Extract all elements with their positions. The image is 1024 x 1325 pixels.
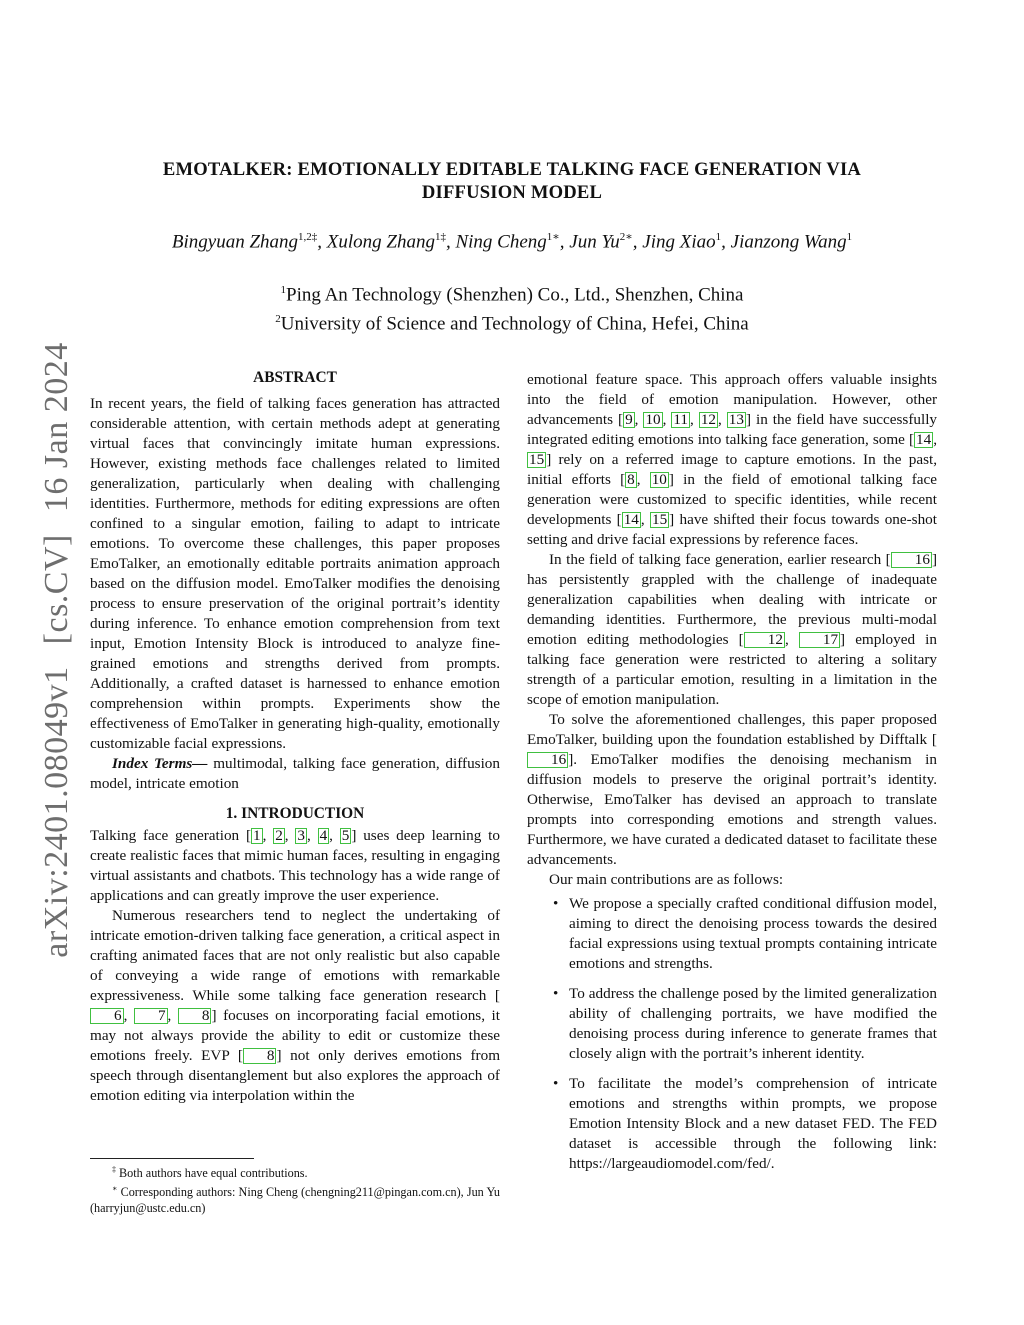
text-run: In the field of talking face generation, earlier research [ [549, 551, 891, 568]
citation-link[interactable]: 2 [275, 827, 283, 844]
citation-link[interactable]: 6 [90, 1008, 124, 1024]
contributions-intro: Our main contributions are as follows: [549, 871, 784, 888]
author: Bingyuan Zhang [171, 231, 299, 253]
citation-link[interactable]: 10 [651, 471, 667, 488]
citation-link[interactable]: 8 [627, 471, 635, 488]
author-affil-mark: 1‡ [434, 231, 446, 243]
citation-link[interactable]: 16 [527, 752, 568, 768]
footnote-text: Corresponding authors: Ning Cheng (chengning211@pingan.com.cn), Jun Yu (harryjun@ustc.edu.cn) [90, 1185, 500, 1216]
text-run: To solve the aforementioned challenges, this paper proposed EmoTalker, building upon the foundation established by Difftalk [ [527, 711, 937, 748]
author-affil-mark: 1,2‡ [298, 231, 318, 243]
text-run: ] not only derives emotions from speech through disentanglement but also explores the approach of emotion editing via interpolation within the [90, 1047, 501, 1104]
right-paragraph-3 [527, 710, 937, 870]
arxiv-stamp [38, 342, 76, 957]
author-affil-mark: 1 [846, 231, 853, 243]
citation-link[interactable]: 12 [700, 411, 716, 428]
paper-title [120, 158, 904, 204]
contributions-list [527, 894, 937, 1174]
citation-link[interactable]: 13 [728, 411, 744, 428]
arxiv-category: [cs.CV] [38, 534, 75, 645]
affiliations [80, 278, 944, 337]
list-item-text: To facilitate the model’s comprehension of intricate emotions and strengths within prompts, we propose Emotion Intensity Block and a new dataset FED. The FED dataset is accessible through the following link: https://largeaudiomodel.com/fed/. [569, 1075, 937, 1172]
citation-link[interactable]: 3 [297, 827, 305, 844]
citation-link[interactable]: 16 [891, 552, 932, 568]
text-run: ]. EmoTalker modifies the denoising mechanism in diffusion models to preserve the original portrait’s identity. Otherwise, EmoTalker has devised an approach to translate prompts into corresponding emotions and strength values. Furthermore, we have curated a dedicated dataset to facilitate these advancements. [527, 751, 937, 868]
right-paragraph-2: In the field of talking face generation, earlier research [ 16 ] has persistently grappled with the challenge of inadequate generalization capabilities when dealing with intricate or demanding identities. Furthermore, the previous multi-modal emotion editing methodologies [ 12 , 17 ] employed in talking face generation were restricted to altering a solitary strength of a particular emotion, resulting in a limitation in the scope of emotion manipulation. [527, 551, 937, 708]
footnote-equal-contribution [90, 1162, 500, 1181]
index-terms [90, 754, 500, 794]
index-terms-text: multimodal, talking face generation, diffusion model, intricate emotion [90, 755, 500, 792]
affiliation-text: University of Science and Technology of China, Hefei, China [280, 313, 749, 335]
citation-link[interactable]: 8 [178, 1008, 212, 1024]
introduction-heading: 1. INTRODUCTION [225, 805, 365, 822]
affiliation-mark: 2 [275, 313, 281, 326]
text-run: emotional feature space. This approach offers valuable insights into the field of emotion manipulation. However, other advancements [ [527, 371, 937, 428]
citation-link[interactable]: 10 [645, 411, 661, 428]
text-run: ] in the field have successfully integrated editing emotions into talking face generation, some [ [527, 411, 938, 448]
list-item [527, 1074, 937, 1174]
text-run: ] have shifted their focus towards one-shot setting and drive facial expressions by reference faces. [527, 511, 937, 548]
author: Ning Cheng [455, 231, 547, 253]
affiliation-mark: 1 [280, 284, 287, 296]
arxiv-date: 16 Jan 2024 [38, 342, 75, 513]
footnotes [90, 1162, 500, 1216]
citation-link[interactable]: 15 [529, 451, 545, 468]
citation-link[interactable]: 7 [134, 1008, 168, 1024]
citation-link[interactable]: 1 [253, 827, 261, 844]
author: Jing Xiao [642, 231, 716, 253]
author: Xulong Zhang [326, 231, 435, 253]
right-column [527, 370, 937, 1184]
author: Jun Yu [569, 231, 620, 253]
affiliation [80, 278, 944, 307]
citation-link[interactable]: 11 [673, 411, 689, 428]
footnote-corresponding [90, 1181, 500, 1216]
list-item-text: To address the challenge posed by the limited generalization ability of challenging portraits, we have modified the denoising process during inference to generate frames that closely align with the portrait’s inherent identity. [569, 985, 937, 1062]
list-item [527, 984, 937, 1064]
text-run: Numerous researchers tend to neglect the undertaking of intricate emotion-driven talking face generation, a critical aspect in crafting animated faces that are not only realistic but also capable of conveying a wide range of emotions with remarkable expressiveness. While some talking face generation research [ [90, 907, 500, 1004]
citation-link[interactable]: 8 [243, 1048, 277, 1064]
footnote-mark: ‡ [112, 1165, 116, 1174]
arxiv-id: arXiv:2401.08049v1 [38, 666, 75, 958]
citation-link[interactable]: 9 [625, 411, 633, 428]
author-affil-mark: 2∗ [619, 231, 633, 243]
bullet-glyph: • [553, 1075, 559, 1092]
footnote-mark: ∗ [112, 1184, 118, 1194]
text-run: ] rely on a referred image to capture emotions. In the past, initial efforts [ [527, 451, 937, 488]
list-item-text: We propose a specially crafted conditional diffusion model, aiming to direct the denoising process towards the desired facial expressions using textual prompts containing intricate emotions and strengths. [569, 895, 937, 972]
abstract-text: In recent years, the field of talking faces generation has attracted considerable attention, with certain methods adept at generating virtual faces that convincingly imitate human expressions. However, existing methods face challenges related to limited generalization, particularly when dealing with challenging identities. Furthermore, methods for editing expressions are often confined to a singular emotion, failing to adapt to intricate emotions. To overcome these challenges, this paper proposes EmoTalker, an emotionally editable portraits animation approach based on the diffusion model. EmoTalker modifies the denoising process to ensure preservation of the original portrait’s identity during inference. To enhance emotion comprehension from text input, Emotion Intensity Block is introduced to analyze fine-grained emotions and strengths derived from prompts. Additionally, a crafted dataset is harnessed to enhance emotion comprehension within prompts. Experiments show the effectiveness of EmoTalker in generating high-quality, emotionally customizable facial expressions. [90, 395, 500, 752]
affiliation-text: Ping An Technology (Shenzhen) Co., Ltd., Shenzhen, China [286, 284, 744, 306]
list-item [527, 894, 937, 974]
citation-link[interactable]: 5 [341, 827, 350, 844]
footnote-rule [90, 1158, 254, 1159]
author-list: Bingyuan Zhang$^{1,2\ddagger}$, Xulong Zhang$^{1\ddagger}$, Ning Cheng$^{1∗}$, Jun $Yu^{2∗}$, Jing Xiao$^1$, Jianzong Wang$^1$ [171, 231, 853, 253]
index-terms-label: Index Terms— [112, 755, 208, 772]
author: Jianzong Wang [730, 231, 847, 253]
citation-link[interactable]: 14 [623, 511, 639, 528]
citation-link[interactable]: 4 [319, 827, 328, 844]
author-affil-mark: 1∗ [546, 231, 560, 243]
citation-link[interactable]: 14 [916, 431, 932, 448]
bullet-glyph: • [553, 895, 559, 912]
abstract-heading: ABSTRACT [253, 369, 337, 386]
citation-link[interactable]: 15 [651, 511, 668, 528]
text-run: ] in the field of emotional talking face generation were customized to specific identities, while recent developments [ [527, 471, 938, 528]
author-affil-mark: 1 [715, 231, 722, 243]
citation-link[interactable]: 12 [744, 632, 785, 648]
text-run: ] focuses on incorporating facial emotions, it may not always provide the ability to edit or customize these emotions freely. EVP [ [90, 1007, 500, 1064]
left-column [90, 368, 500, 1106]
text-run: ] uses deep learning to create realistic faces that mimic human faces, resulting in engaging virtual assistants and chatbots. This technology has a wide range of applications and can greatly improve the user experience. [90, 827, 500, 904]
citation-link[interactable]: 17 [799, 632, 840, 648]
bullet-glyph: • [553, 985, 559, 1002]
title-line-2: DIFFUSION MODEL [421, 182, 603, 203]
right-paragraph-1: emotional feature space. This approach offers valuable insights into the field of emotion manipulation. However, other advancements [ 9 , 10 , 11 , 12 , 13 ] in the field have successfully integrated editing emotions into talking face generation, some [ 14 , 15 ] rely on a referred image to capture emotions. In the past, initial efforts [ 8 , 10 ] in the field of emotional talking face generation were customized to specific identities, while recent developments [ 14 , 15 ] have shifted their focus towards one-shot setting and drive facial expressions by reference faces. [527, 371, 938, 548]
intro-paragraph-1: Talking face generation [ 1 , 2 , 3 , 4 , 5 ] uses deep learning to create realistic faces that mimic human faces, resulting in engaging virtual assistants and chatbots. This technology has a wide range of applications and can greatly improve the user experience. [90, 827, 500, 904]
text-run: Talking face generation [ [90, 827, 251, 844]
text-run: ] employed in talking face generation were restricted to altering a solitary strength of a particular emotion, resulting in a limitation in the scope of emotion manipulation. [527, 631, 937, 708]
intro-paragraph-2: Numerous researchers tend to neglect the undertaking of intricate emotion-driven talking face generation, a critical aspect in crafting animated faces that are not only realistic but also capable of conveying a wide range of emotions with remarkable expressiveness. While some talking face generation research [6 , 7 , 8 ] focuses on incorporating facial emotions, it may not always provide the ability to edit or customize these emotions freely. EVP [ 8 ] not only derives emotions from speech through disentanglement but also explores the approach of emotion editing via interpolation within the [90, 907, 501, 1104]
affiliation [80, 307, 944, 336]
text-run: ] has persistently grappled with the challenge of inadequate generalization capabilities when dealing with intricate or demanding identities. Furthermore, the previous multi-modal emotion editing methodologies [ [527, 551, 937, 648]
footnote-text: Both authors have equal contributions. [116, 1166, 308, 1181]
title-line-1: EMOTALKER: EMOTIONALLY EDITABLE TALKING FACE GENERATION VIA [162, 159, 862, 180]
